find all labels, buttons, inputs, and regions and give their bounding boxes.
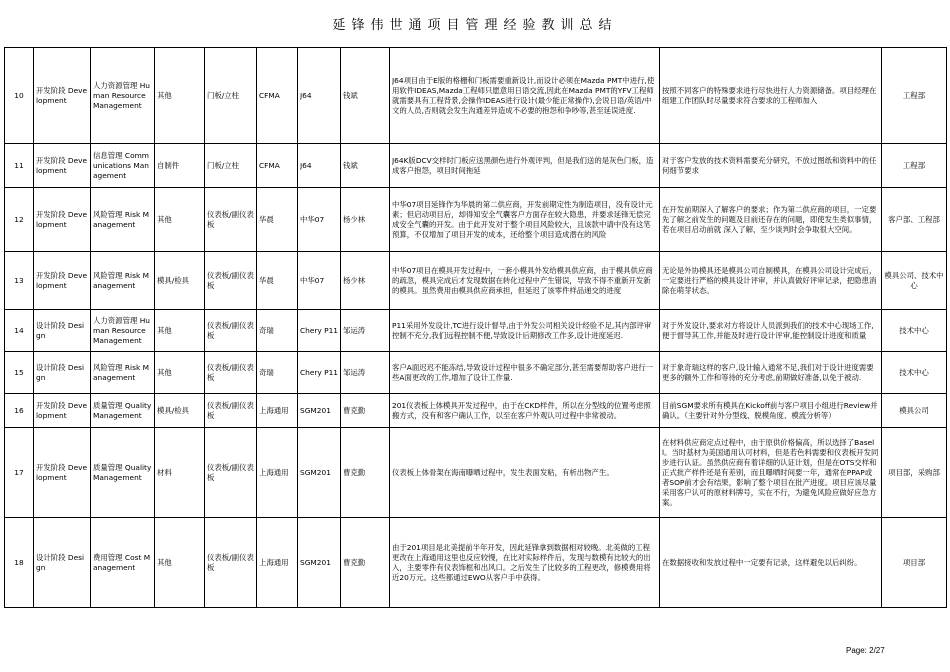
project-cell-text: Chery P11 <box>300 367 338 377</box>
project-cell-text: J64 <box>300 90 312 100</box>
department-cell-text: 技术中心 <box>899 325 929 335</box>
person-cell <box>341 188 390 252</box>
customer-cell-text: CFMA <box>259 90 280 100</box>
type-cell <box>155 144 205 188</box>
phase-cell <box>34 310 91 352</box>
phase-cell <box>34 352 91 394</box>
phase-cell <box>34 394 91 428</box>
description-cell <box>390 144 660 188</box>
lesson-cell-text: 无论是外协模具还是模具公司自制模具，在模具公司设计完成后，一定要进行严格的模具设计评审，并认真做好评审记录，把隐患消除在萌芽状态。 <box>662 265 877 295</box>
part-cell <box>205 352 257 394</box>
phase-cell <box>34 428 91 518</box>
description-cell-text: 中华07项目在模具开发过程中，一套小模具外发给模具供应商，由于模具供应商的疏忽，模具完成后才发现数据在转化过程中产生错误，导致不得不重新开发新的模具。虽然费用由模具供应商承担，但延迟了该零件样品递交的进度 <box>392 265 653 295</box>
table-row <box>5 428 947 518</box>
person-cell-text: 曹克勤 <box>343 557 366 567</box>
person-cell <box>341 48 390 144</box>
customer-cell <box>257 352 298 394</box>
description-cell-text: 201仪表板上体模具开发过程中，由于在CKD样件，所以在分型线的位置考虑照搬方式，没有和客户确认工作，以至在客户外观认可过程中非常被动。 <box>392 400 651 420</box>
lesson-cell-text: 在材料供应商定点过程中，由于原供价格偏高，所以选择了Basell。当时基材为美国通用认可材料，但是若色料需要和仪表板开发同步进行认证。虽然供应商有着详细的认证计划，但是在OTS交样和正式批产样件还是有差别，而且曝晒时间要一年，通常在PPAP或者SOP前才会有结果，影响了整个项目在批产进度。项目应该尽量采用客户认可的原材料牌号，实在不行，为避免风险应做好应急方案。 <box>662 437 879 507</box>
description-cell-text: P11采用外发设计,TC进行设计督导,由于外发公司相关设计经验不足,其内部评审控制不充分,我们远程控制不便,导致设计后期修改工作多,设计进度延迟. <box>392 320 652 340</box>
table-row <box>5 188 947 252</box>
project-cell <box>298 252 341 310</box>
description-cell <box>390 252 660 310</box>
category-cell <box>91 394 155 428</box>
person-cell <box>341 252 390 310</box>
part-cell-text: 仪表板/副仪表板 <box>207 362 254 382</box>
person-cell-text: 邹运涛 <box>343 367 366 377</box>
type-cell-text: 自制件 <box>157 160 180 170</box>
type-cell <box>155 310 205 352</box>
table-row <box>5 310 947 352</box>
lesson-cell-text: 按照不同客户的特殊要求进行尽快进行人力资源储备。项目经理在组建工作团队时尽量要求符合要求的工程师加入 <box>662 85 877 105</box>
category-cell-text: 质量管理 Quality Management <box>93 400 152 420</box>
phase-cell-text: 设计阶段 Design <box>36 320 85 340</box>
customer-cell-text: 上海通用 <box>259 467 289 477</box>
row-number-text: 17 <box>14 467 24 477</box>
row-number <box>5 48 34 144</box>
description-cell <box>390 352 660 394</box>
phase-cell-text: 开发阶段 Development <box>36 462 88 482</box>
description-cell <box>390 518 660 608</box>
department-cell <box>882 310 947 352</box>
part-cell <box>205 518 257 608</box>
description-cell <box>390 428 660 518</box>
phase-cell-text: 设计阶段 Design <box>36 362 85 382</box>
category-cell-text: 信息管理 Communications Management <box>93 150 149 180</box>
project-cell-text: 中华07 <box>300 214 325 224</box>
project-cell <box>298 48 341 144</box>
part-cell <box>205 188 257 252</box>
part-cell-text: 仪表板/副仪表板 <box>207 320 254 340</box>
table-row <box>5 144 947 188</box>
row-number-text: 14 <box>14 325 24 335</box>
person-cell <box>341 428 390 518</box>
row-number <box>5 252 34 310</box>
category-cell-text: 人力资源管理 Human Resource Management <box>93 315 150 345</box>
person-cell-text: 邹运涛 <box>343 325 366 335</box>
row-number-text: 18 <box>14 557 24 567</box>
part-cell-text: 门板/立柱 <box>207 90 240 100</box>
type-cell <box>155 188 205 252</box>
customer-cell <box>257 188 298 252</box>
part-cell-text: 仪表板/副仪表板 <box>207 462 254 482</box>
category-cell <box>91 518 155 608</box>
person-cell <box>341 394 390 428</box>
department-cell-text: 工程部 <box>902 90 926 100</box>
customer-cell-text: 奇瑞 <box>259 367 274 377</box>
table-row <box>5 518 947 608</box>
table-row <box>5 48 947 144</box>
person-cell-text: 杨少林 <box>343 275 366 285</box>
project-cell-text: SGM201 <box>300 467 331 477</box>
category-cell <box>91 428 155 518</box>
page-number: Page: 2/27 <box>846 646 885 655</box>
table-row <box>5 394 947 428</box>
type-cell <box>155 48 205 144</box>
lesson-cell-text: 对于客户发放的技术资料需要充分研究，不放过图纸和资料中的任何细节要求 <box>662 155 877 175</box>
customer-cell-text: 上海通用 <box>259 405 289 415</box>
customer-cell <box>257 428 298 518</box>
description-cell <box>390 394 660 428</box>
part-cell <box>205 394 257 428</box>
department-cell <box>882 144 947 188</box>
project-cell <box>298 428 341 518</box>
department-cell <box>882 428 947 518</box>
row-number <box>5 428 34 518</box>
row-number <box>5 310 34 352</box>
lesson-cell <box>660 48 882 144</box>
type-cell <box>155 518 205 608</box>
person-cell <box>341 310 390 352</box>
row-number <box>5 352 34 394</box>
project-cell-text: J64 <box>300 160 312 170</box>
type-cell <box>155 252 205 310</box>
type-cell-text: 其他 <box>157 90 172 100</box>
part-cell <box>205 48 257 144</box>
project-cell <box>298 352 341 394</box>
phase-cell-text: 设计阶段 Design <box>36 552 85 572</box>
person-cell-text: 钱斌 <box>343 90 358 100</box>
part-cell-text: 仪表板/副仪表板 <box>207 209 254 229</box>
department-cell-text: 工程部 <box>902 160 926 170</box>
lesson-cell-text: 在数据接收和发放过程中一定要有记录，这样避免以后纠纷。 <box>662 557 862 567</box>
row-number <box>5 188 34 252</box>
phase-cell <box>34 252 91 310</box>
lesson-cell-text: 对于外发设计,要求对方将设计人员派到我们的技术中心现场工作,便于督导其工作,并能及时进行设计评审,能控制设计进度和质量 <box>662 320 874 340</box>
person-cell-text: 曹克勤 <box>343 467 366 477</box>
customer-cell <box>257 518 298 608</box>
department-cell <box>882 394 947 428</box>
person-cell <box>341 144 390 188</box>
person-cell <box>341 352 390 394</box>
person-cell-text: 钱斌 <box>343 160 358 170</box>
category-cell <box>91 310 155 352</box>
type-cell-text: 其他 <box>157 214 172 224</box>
person-cell-text: 杨少林 <box>343 214 366 224</box>
category-cell <box>91 48 155 144</box>
lesson-cell <box>660 252 882 310</box>
row-number-text: 12 <box>14 214 24 224</box>
customer-cell <box>257 144 298 188</box>
person-cell <box>341 518 390 608</box>
project-cell-text: Chery P11 <box>300 325 338 335</box>
department-cell-text: 项目部，采购部 <box>888 467 940 477</box>
row-number <box>5 394 34 428</box>
type-cell <box>155 428 205 518</box>
person-cell-text: 曹克勤 <box>343 405 366 415</box>
lessons-table <box>4 47 947 608</box>
description-cell-text: J64K版DCV交样时门板应送黑颜色进行外观评判，但是我们送的是灰色门板，造成客户抱怨，项目时间拖延 <box>392 155 654 175</box>
phase-cell <box>34 48 91 144</box>
part-cell <box>205 310 257 352</box>
project-cell-text: 中华07 <box>300 275 325 285</box>
type-cell-text: 其他 <box>157 367 172 377</box>
description-cell-text: 客户A面迟迟不能冻结,导致设计过程中很多不确定部分,甚至需要帮助客户进行一些A面更改的工作,增加了设计工作量. <box>392 362 654 382</box>
category-cell <box>91 252 155 310</box>
table-row <box>5 252 947 310</box>
phase-cell-text: 开发阶段 Development <box>36 85 88 105</box>
description-cell-text: 仪表板上体骨架在海南曝晒过程中，发生表面发粘，有析出物产生。 <box>392 467 614 477</box>
department-cell <box>882 48 947 144</box>
department-cell <box>882 188 947 252</box>
department-cell-text: 技术中心 <box>899 367 929 377</box>
description-cell <box>390 310 660 352</box>
phase-cell <box>34 188 91 252</box>
project-cell-text: SGM201 <box>300 557 331 567</box>
type-cell <box>155 352 205 394</box>
project-cell <box>298 310 341 352</box>
row-number-text: 15 <box>14 367 24 377</box>
part-cell-text: 仪表板/副仪表板 <box>207 552 254 572</box>
row-number-text: 10 <box>14 90 24 100</box>
customer-cell-text: 上海通用 <box>259 557 289 567</box>
category-cell-text: 风险管理 Risk Management <box>93 270 149 290</box>
category-cell-text: 风险管理 Risk Management <box>93 362 149 382</box>
customer-cell-text: 奇瑞 <box>259 325 274 335</box>
department-cell <box>882 252 947 310</box>
project-cell <box>298 394 341 428</box>
table-row <box>5 352 947 394</box>
lesson-cell <box>660 144 882 188</box>
lesson-cell <box>660 394 882 428</box>
type-cell-text: 材料 <box>157 467 172 477</box>
phase-cell <box>34 144 91 188</box>
type-cell-text: 模具/检具 <box>157 275 190 285</box>
lesson-cell-text: 在开发前期深入了解客户的要求；作为第二供应商的项目，一定要先了解之前发生的问题及目前还存在的问题，即使发生类似事情，若在项目启动前就 深入了解，至少谈判时会争取很大空间。 <box>662 204 877 234</box>
phase-cell-text: 开发阶段 Development <box>36 209 88 229</box>
part-cell-text: 仪表板/副仪表板 <box>207 400 254 420</box>
lesson-cell <box>660 188 882 252</box>
part-cell <box>205 428 257 518</box>
category-cell-text: 质量管理 Quality Management <box>93 462 152 482</box>
department-cell-text: 模具公司 <box>899 405 929 415</box>
lesson-cell <box>660 310 882 352</box>
lesson-cell-text: 对于象奇瑞这样的客户,设计输入通常不足,我们对于设计进度需要更多的额外工作和等待的充分考虑,前期做好准备,以免于被动. <box>662 362 874 382</box>
department-cell <box>882 352 947 394</box>
phase-cell-text: 开发阶段 Development <box>36 270 88 290</box>
phase-cell-text: 开发阶段 Development <box>36 155 88 175</box>
customer-cell-text: 华晨 <box>259 275 274 285</box>
customer-cell <box>257 48 298 144</box>
row-number <box>5 144 34 188</box>
category-cell <box>91 352 155 394</box>
description-cell-text: 中华07项目延锋作为华晨的第二供应商，开发前期定性为制造项目，没有设计元素；但启动项目后，却得知安全气囊客户方面存在较大隐患，并要求延锋无偿完成安全气囊的开发。由于此开发对于整个项目风险较大，且该款中请中没有这笔预算，不仅增加了项目开发的成本，还给整个项目造成潜在的风险 <box>392 199 653 239</box>
category-cell <box>91 144 155 188</box>
project-cell <box>298 188 341 252</box>
department-cell-text: 模具公司、技术中心 <box>884 270 944 290</box>
row-number-text: 13 <box>14 275 24 285</box>
lesson-cell <box>660 428 882 518</box>
part-cell-text: 仪表板/副仪表板 <box>207 270 254 290</box>
type-cell-text: 其他 <box>157 325 172 335</box>
type-cell-text: 模具/检具 <box>157 405 190 415</box>
category-cell-text: 费用管理 Cost Management <box>93 552 151 572</box>
page-title: 延锋伟世通项目管理经验教训总结 <box>332 18 618 33</box>
category-cell <box>91 188 155 252</box>
phase-cell-text: 开发阶段 Development <box>36 400 88 420</box>
project-cell-text: SGM201 <box>300 405 331 415</box>
customer-cell-text: CFMA <box>259 160 280 170</box>
part-cell <box>205 252 257 310</box>
phase-cell <box>34 518 91 608</box>
lesson-cell-text: 目前SGM要求所有模具在Kickoff前与客户项目小组进行Review并确认。（主要针对外分型线、脱模角度、模流分析等） <box>662 400 878 420</box>
department-cell-text: 客户部、工程部 <box>888 214 940 224</box>
project-cell <box>298 518 341 608</box>
description-cell-text: J64项目由于E版的格栅和门板需要重新设计,而设计必须在Mazda PMT中进行,使用软件IDEAS,Mazda工程师只愿意用日语交流,因此在Mazda PMT的YFV工程师就需要具有工程背景,会操作IDEAS进行设计(最少能正常操作),会说日语/英语/中文的人员,否则就会发生沟通差异造成不必要的抱怨和争吵等,甚至延误进度. <box>392 75 655 115</box>
description-cell-text: 由于201项目是北美提前半年开发，因此延锋拿到数据相对较晚。北美做的工程更改在上海通用这里也反应较慢，在比对实际样件后，发现与数模有比较大的出入，主要零件有仪表饰框和出风口。之后发生了比较多的工程更改，修模费用将近20万元。这些都通过EWO从客户手中获得。 <box>392 542 651 582</box>
row-number <box>5 518 34 608</box>
department-cell <box>882 518 947 608</box>
customer-cell-text: 华晨 <box>259 214 274 224</box>
description-cell <box>390 48 660 144</box>
lesson-cell <box>660 518 882 608</box>
row-number-text: 11 <box>14 160 24 170</box>
category-cell-text: 风险管理 Risk Management <box>93 209 149 229</box>
category-cell-text: 人力资源管理 Human Resource Management <box>93 80 150 110</box>
department-cell-text: 项目部 <box>902 557 926 567</box>
project-cell <box>298 144 341 188</box>
customer-cell <box>257 252 298 310</box>
customer-cell <box>257 394 298 428</box>
part-cell-text: 门板/立柱 <box>207 160 240 170</box>
description-cell <box>390 188 660 252</box>
type-cell <box>155 394 205 428</box>
type-cell-text: 其他 <box>157 557 172 567</box>
row-number-text: 16 <box>14 405 24 415</box>
part-cell <box>205 144 257 188</box>
customer-cell <box>257 310 298 352</box>
lesson-cell <box>660 352 882 394</box>
